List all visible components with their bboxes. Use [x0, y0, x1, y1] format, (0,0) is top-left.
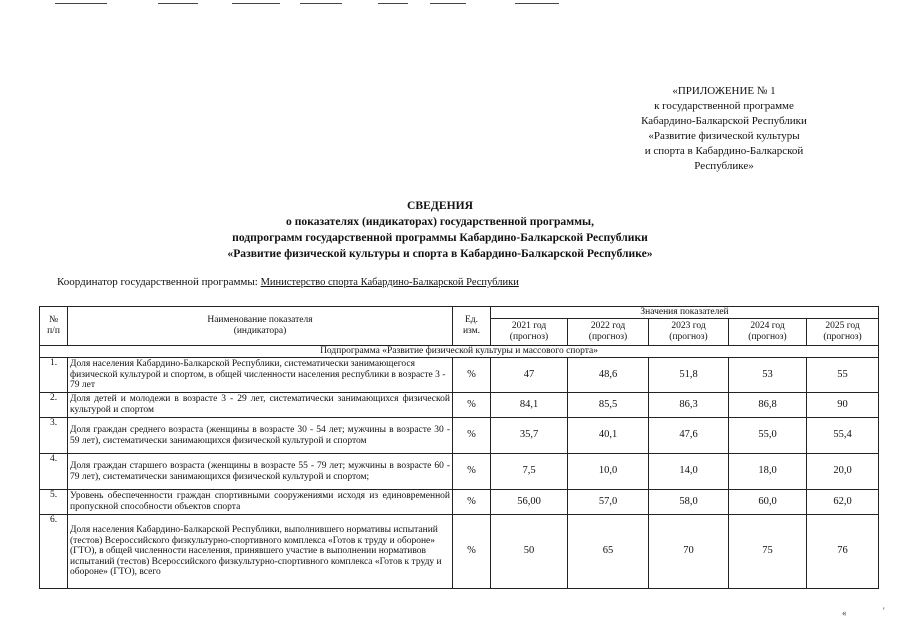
title-line: «Развитие физической культуры и спорта в Кабардино-Балкарской Республике»: [227, 247, 653, 260]
row-value: 40,1: [568, 418, 649, 454]
row-value: 48,6: [568, 358, 649, 393]
row-name: Доля населения Кабардино-Балкарской Республики, выполнившего нормативы испытаний (тестов) Всероссийского физкультурно-спортивного комплекса «Готов к труду и обороне» (ГТО), в общей численности населения, принявшего участие в выполнении нормативов испытаний (тестов) Всероссийского физкультурно-спортивного комплекса «Готов к труду и обороне» (ГТО), всего: [68, 515, 453, 589]
row-value: 51,8: [649, 358, 729, 393]
row-value: 84,1: [491, 393, 568, 418]
indicators-table: [39, 306, 879, 589]
row-num: 2.: [40, 393, 68, 418]
row-value: 47,6: [649, 418, 729, 454]
header-unit: [453, 307, 491, 346]
header-year-2021: [491, 319, 568, 346]
row-value: 55,0: [729, 418, 807, 454]
scan-artifact: [55, 3, 107, 4]
annex-line: Республике»: [694, 160, 754, 172]
coordinator-value: Министерство спорта Кабардино-Балкарской Республики: [260, 277, 519, 288]
header-num: [40, 307, 68, 346]
row-value: 90: [807, 393, 879, 418]
row-name: Доля населения Кабардино-Балкарской Республики, систематически занимающегося физической культурой и спортом, в общей численности населения республики в возрасте 3 - 79 лет: [68, 358, 453, 393]
row-value: 55,4: [807, 418, 879, 454]
row-value: 53: [729, 358, 807, 393]
row-name: Уровень обеспеченности граждан спортивными сооружениями исходя из единовременной пропускной способности объектов спорта: [68, 490, 453, 515]
row-value: 75: [729, 515, 807, 589]
coordinator-label: Координатор государственной программы:: [57, 276, 258, 288]
table-row: [40, 454, 879, 490]
row-value: 60,0: [729, 490, 807, 515]
scan-artifact: [378, 3, 408, 4]
title-line: о показателях (индикаторах) государственной программы,: [286, 215, 594, 228]
row-value: 18,0: [729, 454, 807, 490]
header-year-text: 2024 год (прогноз): [748, 321, 787, 342]
row-num: 1.: [40, 358, 68, 393]
header-year-2023: [649, 319, 729, 346]
scan-artifact: [158, 3, 198, 4]
row-num: 3.: [40, 418, 68, 454]
header-year-text: 2021 год (прогноз): [509, 321, 549, 342]
row-unit: %: [453, 393, 491, 418]
row-value: 50: [491, 515, 568, 589]
table-row: [40, 393, 879, 418]
scan-artifact: [300, 3, 342, 4]
row-value: 85,5: [568, 393, 649, 418]
header-unit-text: Ед. изм.: [462, 315, 481, 336]
header-name: [68, 307, 453, 346]
header-year-2025: [807, 319, 879, 346]
annex-line: к государственной программе: [654, 100, 794, 112]
header-year-2022: [568, 319, 649, 346]
row-unit: %: [453, 490, 491, 515]
subprogram-row: [40, 346, 879, 358]
row-value: 35,7: [491, 418, 568, 454]
row-value: 70: [649, 515, 729, 589]
row-unit: %: [453, 358, 491, 393]
row-value: 86,3: [649, 393, 729, 418]
annex-line: Кабардино-Балкарской Республики: [641, 115, 807, 127]
row-num: 6.: [40, 515, 68, 589]
subprogram-title: Подпрограмма «Развитие физической культуры и массового спорта»: [40, 346, 879, 358]
annex-line: «Развитие физической культуры: [648, 130, 800, 142]
header-year-text: 2023 год (прогноз): [669, 321, 708, 342]
row-value: 65: [568, 515, 649, 589]
header-year-text: 2022 год (прогноз): [588, 321, 628, 342]
row-value: 62,0: [807, 490, 879, 515]
scan-artifact: [430, 3, 466, 4]
table-row: [40, 515, 879, 589]
title-line: СВЕДЕНИЯ: [407, 199, 473, 212]
document-title: [160, 198, 720, 262]
row-value: 7,5: [491, 454, 568, 490]
row-unit: %: [453, 418, 491, 454]
header-num-text: № п/п: [47, 315, 60, 336]
row-value: 55: [807, 358, 879, 393]
table-row: [40, 418, 879, 454]
row-name: Доля граждан старшего возраста (женщины в возрасте 55 - 79 лет; мужчины в возрасте 60 - 79 лет), систематически занимающихся физической культурой и спортом;: [68, 454, 453, 490]
header-year-text: 2025 год (прогноз): [823, 321, 862, 342]
row-value: 14,0: [649, 454, 729, 490]
scan-artifact: [515, 3, 559, 4]
row-value: 57,0: [568, 490, 649, 515]
scan-artifact: ': [883, 606, 885, 616]
annex-line: и спорта в Кабардино-Балкарской: [644, 145, 804, 157]
table-row: [40, 490, 879, 515]
row-value: 20,0: [807, 454, 879, 490]
row-value: 10,0: [568, 454, 649, 490]
title-line: подпрограмм государственной программы Кабардино-Балкарской Республики: [232, 231, 648, 244]
coordinator-line: [57, 276, 519, 288]
row-value: 56,00: [491, 490, 568, 515]
header-name-text: Наименование показателя (индикатора): [207, 315, 313, 336]
row-value: 47: [491, 358, 568, 393]
annex-block: [600, 84, 848, 174]
header-values-group: Значения показателей: [491, 307, 879, 319]
row-name: Доля граждан среднего возраста (женщины в возрасте 30 - 54 лет; мужчины в возрасте 30 - 59 лет), систематически занимающихся физической культурой и спортом: [68, 418, 453, 454]
annex-line: «ПРИЛОЖЕНИЕ № 1: [672, 85, 776, 97]
row-value: 58,0: [649, 490, 729, 515]
scan-artifact: [232, 3, 280, 4]
scan-artifact: «: [842, 608, 847, 618]
row-num: 5.: [40, 490, 68, 515]
row-value: 76: [807, 515, 879, 589]
row-num: 4.: [40, 454, 68, 490]
table-row: [40, 358, 879, 393]
header-year-2024: [729, 319, 807, 346]
row-unit: %: [453, 454, 491, 490]
row-name: Доля детей и молодежи в возрасте 3 - 29 лет, систематически занимающихся физической культурой и спортом: [68, 393, 453, 418]
row-unit: %: [453, 515, 491, 589]
row-value: 86,8: [729, 393, 807, 418]
